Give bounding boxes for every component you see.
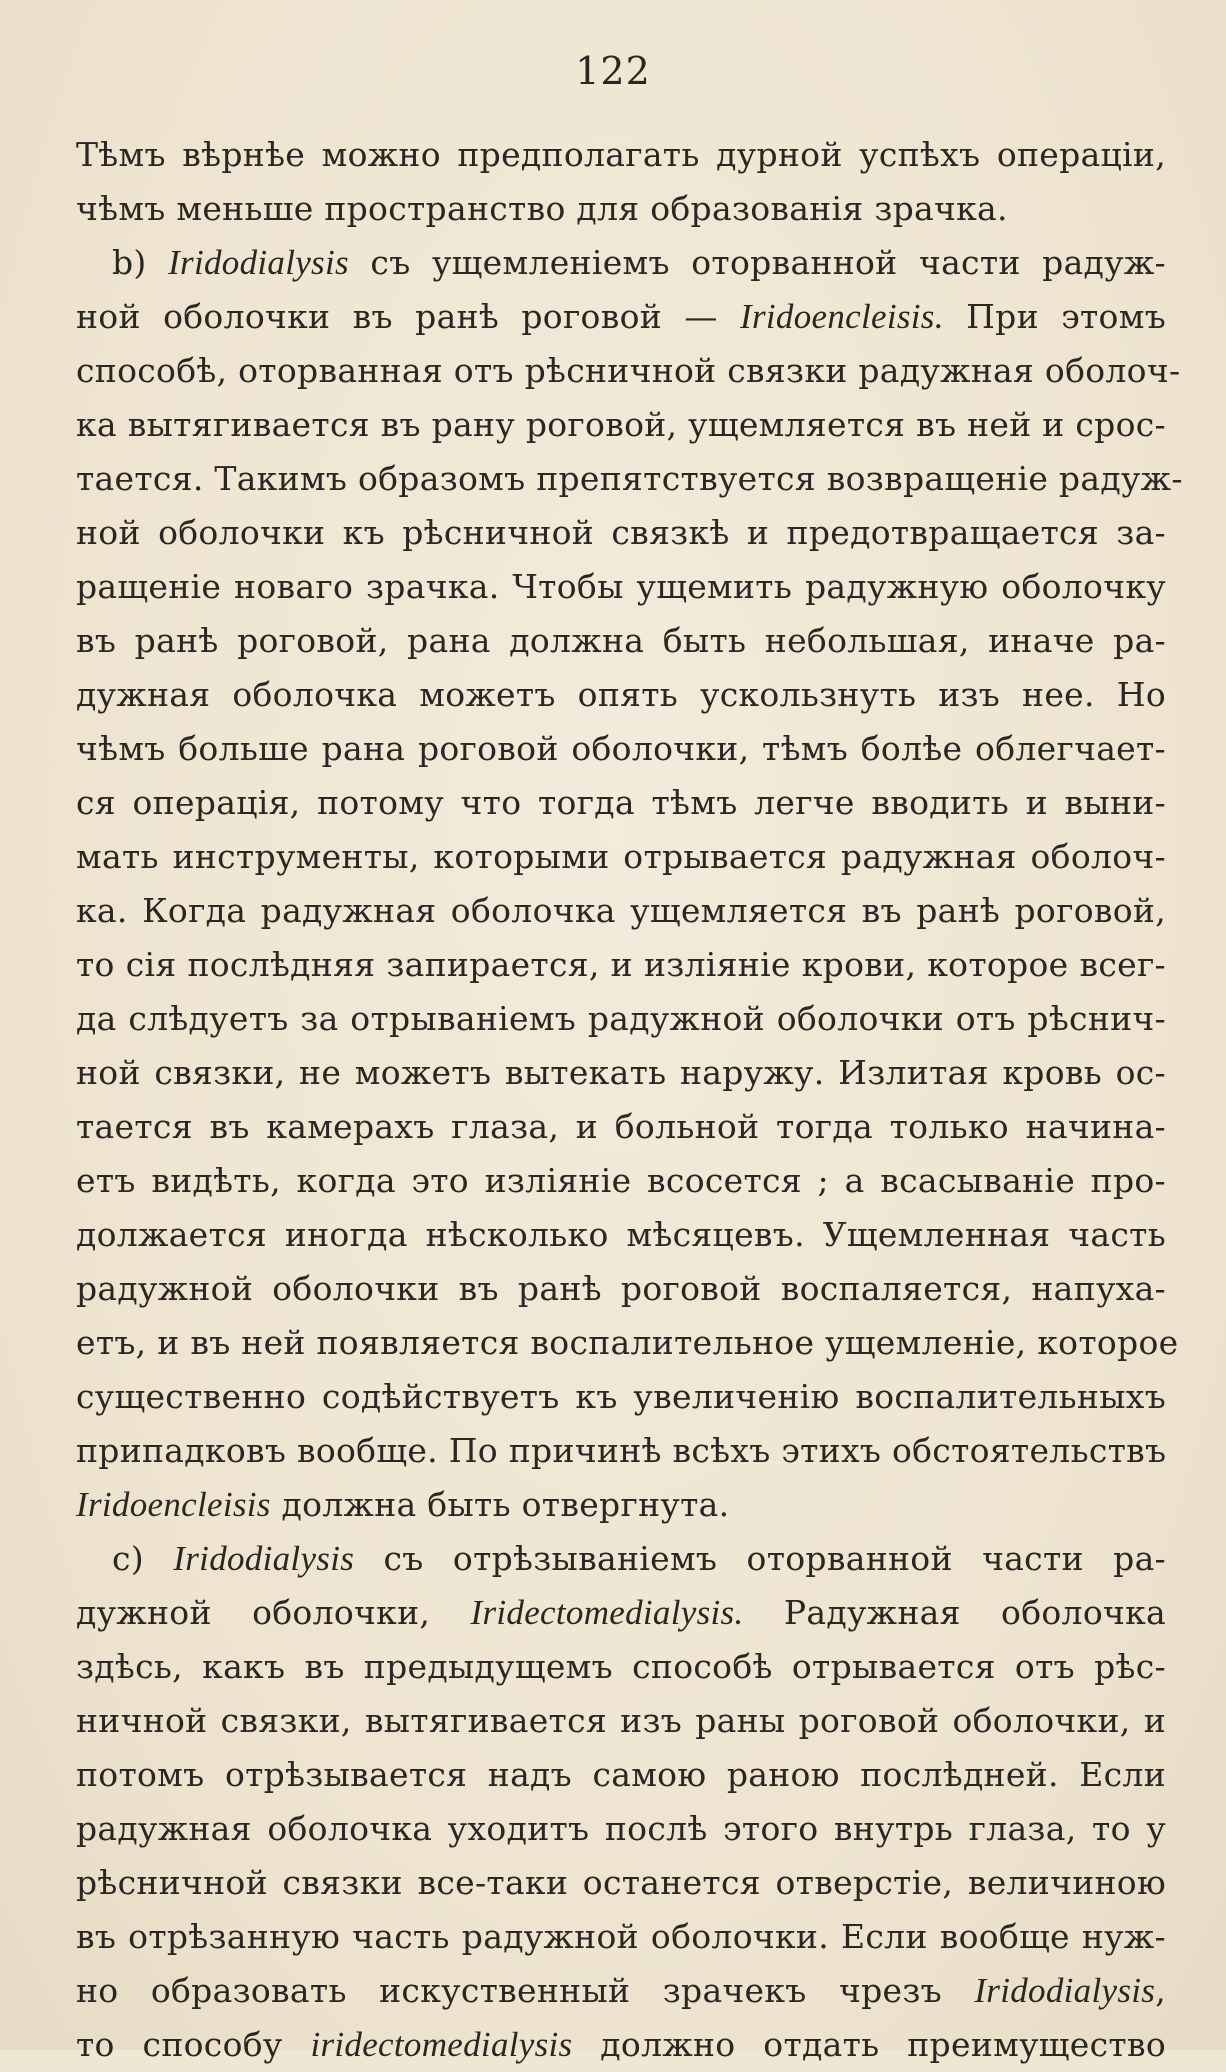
text-line: [76, 128, 1166, 182]
latin-term: Iridodialysis: [173, 1539, 355, 1578]
text-line: [76, 1208, 1166, 1262]
text-line: [76, 992, 1166, 1046]
text-line: [76, 1046, 1166, 1100]
text-segment: ся операція, потому что тогда тѣмъ легче вводить и выни-: [76, 783, 1166, 822]
text-line: [76, 1802, 1166, 1856]
text-line: [76, 1910, 1166, 1964]
text-segment: въ отрѣзанную часть радужной оболочки. Если вообще нуж-: [76, 1917, 1166, 1956]
text-line: [76, 1640, 1166, 1694]
text-segment: существенно содѣйствуетъ къ увеличенію воспалительныхъ: [76, 1377, 1166, 1416]
text-segment: ничной связки, вытягивается изъ раны роговой оболочки, и: [76, 1701, 1166, 1740]
text-line: [76, 1748, 1166, 1802]
body-text: [76, 128, 1183, 2072]
text-segment: ращеніе новаго зрачка. Чтобы ущемить радужную оболочку: [76, 567, 1166, 606]
text-line: [76, 1586, 1166, 1640]
text-segment: b): [112, 243, 169, 282]
text-segment: дужной оболочки,: [76, 1593, 471, 1632]
text-segment: ной связки, не можетъ вытекать наружу. Излитая кровь ос-: [76, 1053, 1166, 1092]
text-line: [76, 452, 1183, 506]
text-segment: должно отдать преимущество: [572, 2025, 1166, 2064]
text-line: [76, 614, 1166, 668]
text-segment: съ ущемленіемъ оторванной части радуж-: [348, 243, 1166, 282]
text-segment: должается иногда нѣсколько мѣсяцевъ. Ущемленная часть: [76, 1215, 1166, 1254]
text-line: [76, 560, 1166, 614]
text-segment: ка вытягивается въ рану роговой, ущемляется въ ней и срос-: [76, 405, 1166, 444]
text-line: [76, 344, 1181, 398]
text-line: [76, 290, 1166, 344]
text-segment: ной оболочки къ рѣсничной связкѣ и предотвращается за-: [76, 513, 1166, 552]
text-line: [76, 182, 1166, 236]
text-segment: да слѣдуетъ за отрываніемъ радужной оболочки отъ рѣснич-: [76, 999, 1166, 1038]
text-line: [76, 1370, 1166, 1424]
text-segment: тается. Такимъ образомъ препятствуется возвращеніе радуж-: [76, 459, 1183, 498]
text-line: [76, 1964, 1166, 2018]
text-segment: потомъ отрѣзывается надъ самою раною послѣдней. Если: [76, 1755, 1166, 1794]
text-segment: припадковъ вообще. По причинѣ всѣхъ этихъ обстоятельствъ: [76, 1431, 1167, 1470]
text-line: [76, 1100, 1166, 1154]
page-number: 122: [575, 49, 651, 93]
text-segment: ,: [1155, 1971, 1166, 2010]
text-line: [76, 884, 1166, 938]
text-line: [76, 1694, 1166, 1748]
latin-term: Iridoencleisis.: [740, 297, 944, 336]
text-segment: рѣсничной связки все-таки останется отверстіе, величиною: [76, 1863, 1166, 1902]
text-segment: етъ видѣть, когда это изліяніе всосется ; а всасываніе про-: [76, 1161, 1166, 1200]
text-line: [76, 2018, 1166, 2072]
text-line: [76, 1532, 1166, 1586]
text-segment: радужная оболочка уходитъ послѣ этого внутрь глаза, то у: [76, 1809, 1166, 1848]
text-line: [76, 398, 1166, 452]
text-segment: чѣмъ меньше пространство для образованія зрачка.: [76, 189, 1008, 228]
text-line: [76, 1424, 1166, 1478]
text-segment: чѣмъ больше рана роговой оболочки, тѣмъ болѣе облегчает-: [76, 729, 1166, 768]
text-segment: ной оболочки въ ранѣ роговой —: [76, 297, 740, 336]
text-segment: c): [112, 1539, 174, 1578]
text-segment: то способу: [76, 2025, 311, 2064]
text-segment: При этомъ: [943, 297, 1166, 336]
latin-term: Iridodialysis: [168, 243, 349, 282]
text-line: [76, 1478, 1166, 1532]
text-line: [76, 668, 1166, 722]
latin-term: Iridoencleisis: [76, 1485, 271, 1524]
text-segment: тается въ камерахъ глаза, и больной тогда только начина-: [76, 1107, 1166, 1146]
latin-term: iridectomedialysis: [310, 2025, 573, 2064]
text-line: [76, 1856, 1166, 1910]
text-line: [76, 1316, 1179, 1370]
text-line: [76, 1154, 1166, 1208]
text-segment: Тѣмъ вѣрнѣе можно предполагать дурной успѣхъ операціи,: [76, 135, 1166, 174]
text-line: [76, 506, 1166, 560]
text-segment: дужная оболочка можетъ опять ускользнуть изъ нее. Но: [76, 675, 1166, 714]
latin-term: Iridectomedialysis.: [470, 1593, 744, 1632]
latin-term: Iridodialysis: [974, 1971, 1156, 2010]
text-segment: съ отрѣзываніемъ оторванной части ра-: [354, 1539, 1166, 1578]
text-line: [76, 1262, 1166, 1316]
text-segment: ка. Когда радужная оболочка ущемляется въ ранѣ роговой,: [76, 891, 1166, 930]
text-segment: Радужная оболочка: [743, 1593, 1167, 1632]
text-segment: мать инструменты, которыми отрывается радужная оболоч-: [76, 837, 1166, 876]
text-segment: то сія послѣдняя запирается, и изліяніе крови, которое всег-: [76, 945, 1166, 984]
text-segment: но образовать искуственный зрачекъ чрезъ: [76, 1971, 975, 2010]
text-line: [76, 830, 1166, 884]
text-segment: должна быть отвергнута.: [270, 1485, 730, 1524]
text-segment: етъ, и въ ней появляется воспалительное ущемленіе, которое: [76, 1323, 1179, 1362]
text-segment: способѣ, оторванная отъ рѣсничной связки радужная оболоч-: [76, 351, 1181, 390]
text-segment: радужной оболочки въ ранѣ роговой воспаляется, напуха-: [76, 1269, 1166, 1308]
text-segment: въ ранѣ роговой, рана должна быть небольшая, иначе ра-: [76, 621, 1166, 660]
text-line: [76, 236, 1166, 290]
text-line: [76, 722, 1166, 776]
text-line: [76, 938, 1166, 992]
text-line: [76, 776, 1166, 830]
text-segment: здѣсь, какъ въ предыдущемъ способѣ отрывается отъ рѣс-: [76, 1647, 1166, 1686]
